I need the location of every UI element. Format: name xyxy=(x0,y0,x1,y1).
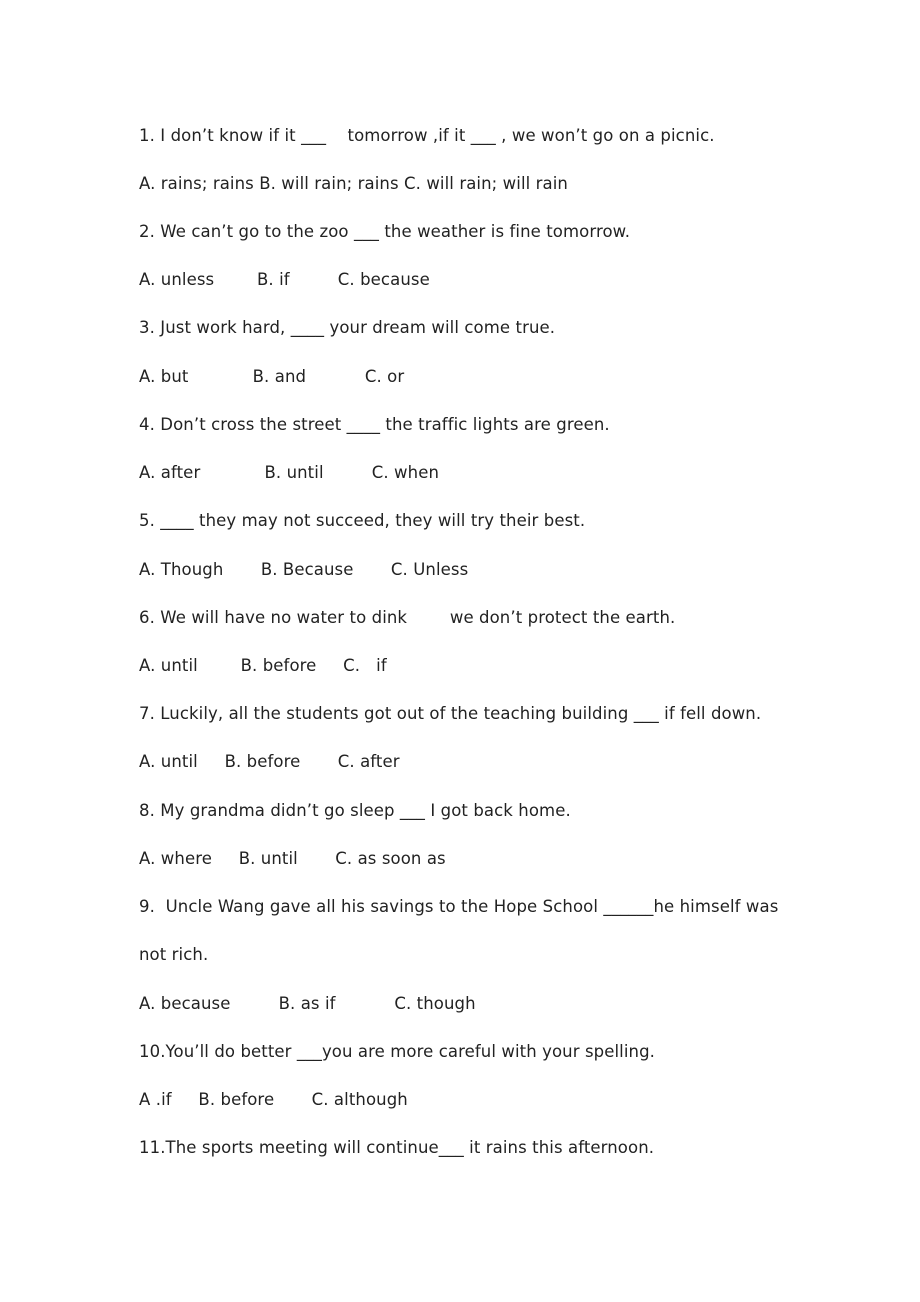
question-3: 3. Just work hard, ____ your dream will come true. xyxy=(139,318,556,337)
question-8-options: A. where B. until C. as soon as xyxy=(139,849,446,868)
question-10: 10.You’ll do better ___you are more careful with your spelling. xyxy=(139,1042,656,1061)
question-5-options: A. Though B. Because C. Unless xyxy=(139,560,469,579)
question-9-options: A. because B. as if C. though xyxy=(139,994,476,1013)
question-4-options: A. after B. until C. when xyxy=(139,463,439,482)
question-2-options: A. unless B. if C. because xyxy=(139,270,430,289)
question-6: 6. We will have no water to dink we don’t protect the earth. xyxy=(139,608,676,627)
question-4: 4. Don’t cross the street ____ the traffic lights are green. xyxy=(139,415,610,434)
question-1-options: A. rains; rains B. will rain; rains C. will rain; will rain xyxy=(139,174,568,193)
question-7: 7. Luckily, all the students got out of the teaching building ___ if fell down. xyxy=(139,704,762,723)
question-10-options: A .if B. before C. although xyxy=(139,1090,408,1109)
question-7-options: A. until B. before C. after xyxy=(139,752,400,771)
question-3-options: A. but B. and C. or xyxy=(139,367,405,386)
question-6-options: A. until B. before C. if xyxy=(139,656,387,675)
question-9-continued: not rich. xyxy=(139,945,209,964)
question-2: 2. We can’t go to the zoo ___ the weather is fine tomorrow. xyxy=(139,222,631,241)
question-8: 8. My grandma didn’t go sleep ___ I got back home. xyxy=(139,801,571,820)
question-5: 5. ____ they may not succeed, they will try their best. xyxy=(139,511,586,530)
question-1: 1. I don’t know if it ___ tomorrow ,if it ___ , we won’t go on a picnic. xyxy=(139,126,715,145)
question-11: 11.The sports meeting will continue___ it rains this afternoon. xyxy=(139,1138,655,1157)
question-9: 9. Uncle Wang gave all his savings to the Hope School ______he himself was xyxy=(139,897,779,916)
